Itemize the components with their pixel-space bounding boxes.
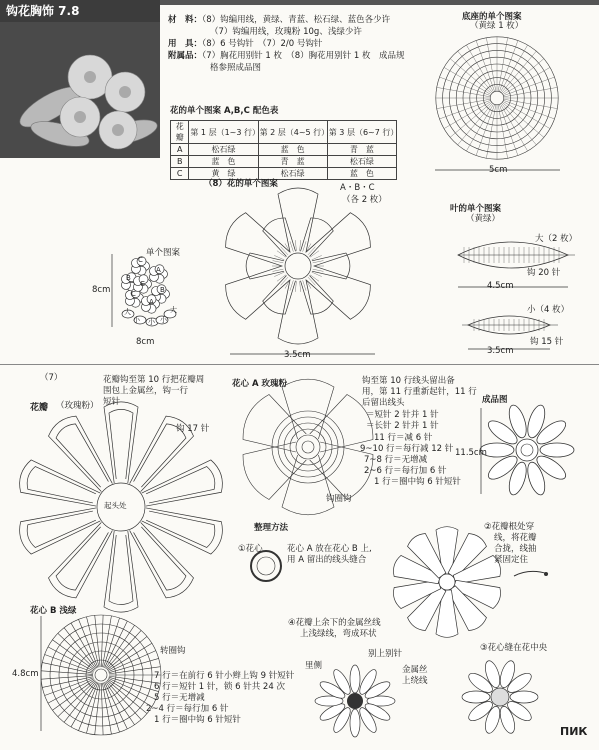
table-cell: 青 蓝: [327, 144, 396, 156]
tools-line: （8）6 号钩针 （7）2/0 号钩针: [202, 39, 323, 49]
step-4-line-1: ④花瓣上余下的金属丝线: [288, 618, 381, 628]
color-table-title: 花的单个图案 A,B,C 配色表: [170, 106, 279, 116]
petal-title: 花瓣: [30, 403, 49, 413]
cluster-letter: A: [156, 266, 161, 274]
centerA-note-2: 用，第 11 行重新起针，11 行: [362, 387, 477, 397]
page-title: 钩花胸饰 7.8: [6, 4, 80, 18]
accessories-label: 附属品：: [168, 51, 203, 61]
legend-line: 1 行＝圈中钩 6 针短针: [374, 477, 461, 487]
table-header-cell: 花瓣: [171, 121, 189, 144]
centerB-dim: 4.8cm: [12, 669, 39, 679]
step-2-line-4: 紧固定住: [494, 555, 529, 565]
centerB-legend-line: 2~4 行＝每行加 6 针: [146, 704, 229, 714]
legend-line: ＝短针 2 针并 1 针: [366, 410, 439, 420]
finished-dim: 11.5cm: [455, 448, 487, 458]
assembly-title: 整理方法: [254, 523, 289, 533]
legend-line: 11 行＝减 6 针: [374, 433, 433, 443]
accessories-line-2: 格参照成品图: [210, 63, 262, 73]
centerB-ring: 转圈钩: [160, 646, 186, 656]
centerB-legend-line: 7 行＝在前行 6 针小辫上钩 9 针短针: [154, 671, 295, 681]
cluster-letter: C: [138, 256, 143, 264]
section7-number: （7）: [40, 373, 63, 383]
brooch-photo: [0, 22, 160, 158]
table-cell: 蓝 色: [258, 144, 327, 156]
leaf-big-count: 大（2 枚）: [535, 234, 578, 244]
leaf-small-chain: 钩 15 针: [530, 337, 564, 347]
centerB-legend-line: 1 行＝圈中钩 6 针短针: [154, 715, 241, 725]
table-header-cell: 第 1 层（1~3 行）: [189, 121, 258, 144]
top-bar: [160, 0, 599, 5]
cluster-letter: 小: [160, 316, 167, 324]
petal-note-1: 花瓣钩至第 10 行把花瓣周: [103, 375, 205, 385]
legend-line: 7~8 行＝无增减: [364, 455, 428, 465]
base-title: 底座的单个图案: [462, 12, 522, 22]
flower8-dim: 3.5cm: [284, 350, 311, 360]
cluster-letter: B: [126, 274, 131, 282]
materials-block: [168, 14, 404, 74]
centerA-title: 花心 A 玫瑰粉: [232, 379, 287, 389]
finished-diagram: [472, 404, 587, 504]
cluster-letter: 小: [148, 318, 155, 326]
step-2-line-1: ②花瓣根处穿: [484, 522, 535, 532]
legend-line: 2~6 行＝每行加 6 针: [364, 466, 447, 476]
cluster-dim-w: 8cm: [136, 337, 155, 347]
cluster-letter: 小: [133, 316, 140, 324]
cluster-dim-h: 8cm: [92, 285, 111, 295]
needle-icon: [512, 566, 552, 586]
leaf-title: 叶的单个图案: [450, 204, 502, 214]
flower8-abc: A・B・C: [340, 183, 375, 193]
centerA-note-1: 钩至第 10 行线头留出备: [362, 376, 455, 386]
materials-line-2: （7）钩编用线，玫瑰粉 10g、浅绿少许: [210, 27, 362, 37]
step1-ring: [248, 548, 288, 588]
section-divider: [0, 364, 599, 365]
table-row: [171, 144, 397, 156]
table-header-cell: 第 2 层（4~5 行）: [258, 121, 327, 144]
table-cell: 青 蓝: [258, 156, 327, 168]
start-point: 起头处: [104, 501, 127, 510]
legend-line: 9~10 行＝每行减 12 针: [360, 444, 454, 454]
flower8-title: （8）花的单个图案: [204, 179, 278, 189]
table-cell: 蓝 色: [327, 168, 396, 180]
leaf-subtitle: （黄绿）: [466, 214, 501, 224]
table-cell: B: [171, 156, 189, 168]
flower-cluster: [106, 252, 186, 332]
table-cell: A: [171, 144, 189, 156]
flower8-diagram: [218, 186, 378, 346]
petal-color: （玫瑰粉）: [56, 401, 99, 411]
table-cell: C: [171, 168, 189, 180]
table-cell: 黄 绿: [189, 168, 258, 180]
finished-title: 成品图: [482, 395, 508, 405]
step4-diagram: [300, 661, 410, 746]
table-cell: 松石绿: [189, 144, 258, 156]
step3-diagram: [455, 652, 545, 742]
wire-label-2: 上绕线: [402, 676, 428, 686]
cluster-letter: A: [149, 298, 154, 306]
table-header-cell: 第 3 层（6~7 行）: [327, 121, 396, 144]
leaf-big-chain: 钩 20 针: [527, 268, 561, 278]
flower8-count: （各 2 枚）: [342, 195, 387, 205]
step1-note-1: 花心 A 放在花心 B 上,: [287, 544, 372, 554]
cluster-letter: C: [140, 280, 145, 288]
color-table-header-row: [171, 121, 397, 144]
leaf-small-dim: 3.5cm: [487, 346, 514, 356]
single-pattern-label: 单个图案: [146, 248, 181, 258]
cluster-letter: 大: [170, 306, 177, 314]
petal-note-3: 短针: [103, 397, 121, 407]
step-2-line-3: 合拢，线抽: [494, 544, 537, 554]
pin-label: 别上别针: [368, 649, 403, 659]
centerA-note-3: 后留出线头: [362, 398, 405, 408]
petal-note-2: 围包上金属丝，钩一行: [103, 386, 189, 396]
leaf-big-dim: 4.5cm: [487, 281, 514, 291]
accessories-line-1: （7）胸花用别针 1 枚 （8）胸花用别针 1 枚 成品规: [202, 51, 405, 61]
wire-label-1: 金属丝: [402, 665, 428, 675]
centerA-diagram: [246, 385, 371, 510]
centerB-legend-line: 6 行＝短针 1 针，锁 6 针共 24 次: [154, 682, 285, 692]
color-table: [170, 120, 397, 180]
cluster-letter: 大: [124, 308, 131, 316]
step-3: ③花心缝在花中央: [480, 643, 548, 653]
centerB-legend-line: 5 行＝无增减: [154, 693, 205, 703]
ring-chain: 钩圈钩: [326, 494, 352, 504]
cluster-letter: B: [160, 286, 165, 294]
chain-17: 钩 17 针: [176, 424, 210, 434]
table-cell: 蓝 色: [189, 156, 258, 168]
legend-line: ＝长针 2 针并 1 针: [366, 421, 439, 431]
base-subtitle: （黄绿 1 枚）: [470, 21, 524, 31]
table-row: [171, 156, 397, 168]
leaf-small-count: 小（4 枚）: [527, 305, 570, 315]
cluster-letter: C: [131, 290, 136, 298]
step-2-line-2: 线，将花瓣: [494, 533, 537, 543]
watermark: ПИК: [560, 725, 588, 738]
tools-label: 用 具：: [168, 39, 203, 49]
centerB-title: 花心 B 浅绿: [30, 606, 77, 616]
centerB-diagram: [38, 612, 168, 742]
base-diagram: [432, 30, 592, 180]
step-1: ①花心: [238, 544, 263, 554]
step-4-line-2: 上浅绿线，弯成环状: [300, 629, 377, 639]
table-cell: 松石绿: [327, 156, 396, 168]
materials-label: 材 料：: [168, 15, 203, 25]
step1-note-2: 用 A 留出的线头缝合: [287, 555, 367, 565]
table-cell: 松石绿: [258, 168, 327, 180]
base-dim: 5cm: [489, 165, 508, 175]
materials-line-1: （8）钩编用线，黄绿、青蓝、松石绿、蓝色各少许: [202, 15, 391, 25]
inside-label: 里侧: [305, 661, 323, 671]
